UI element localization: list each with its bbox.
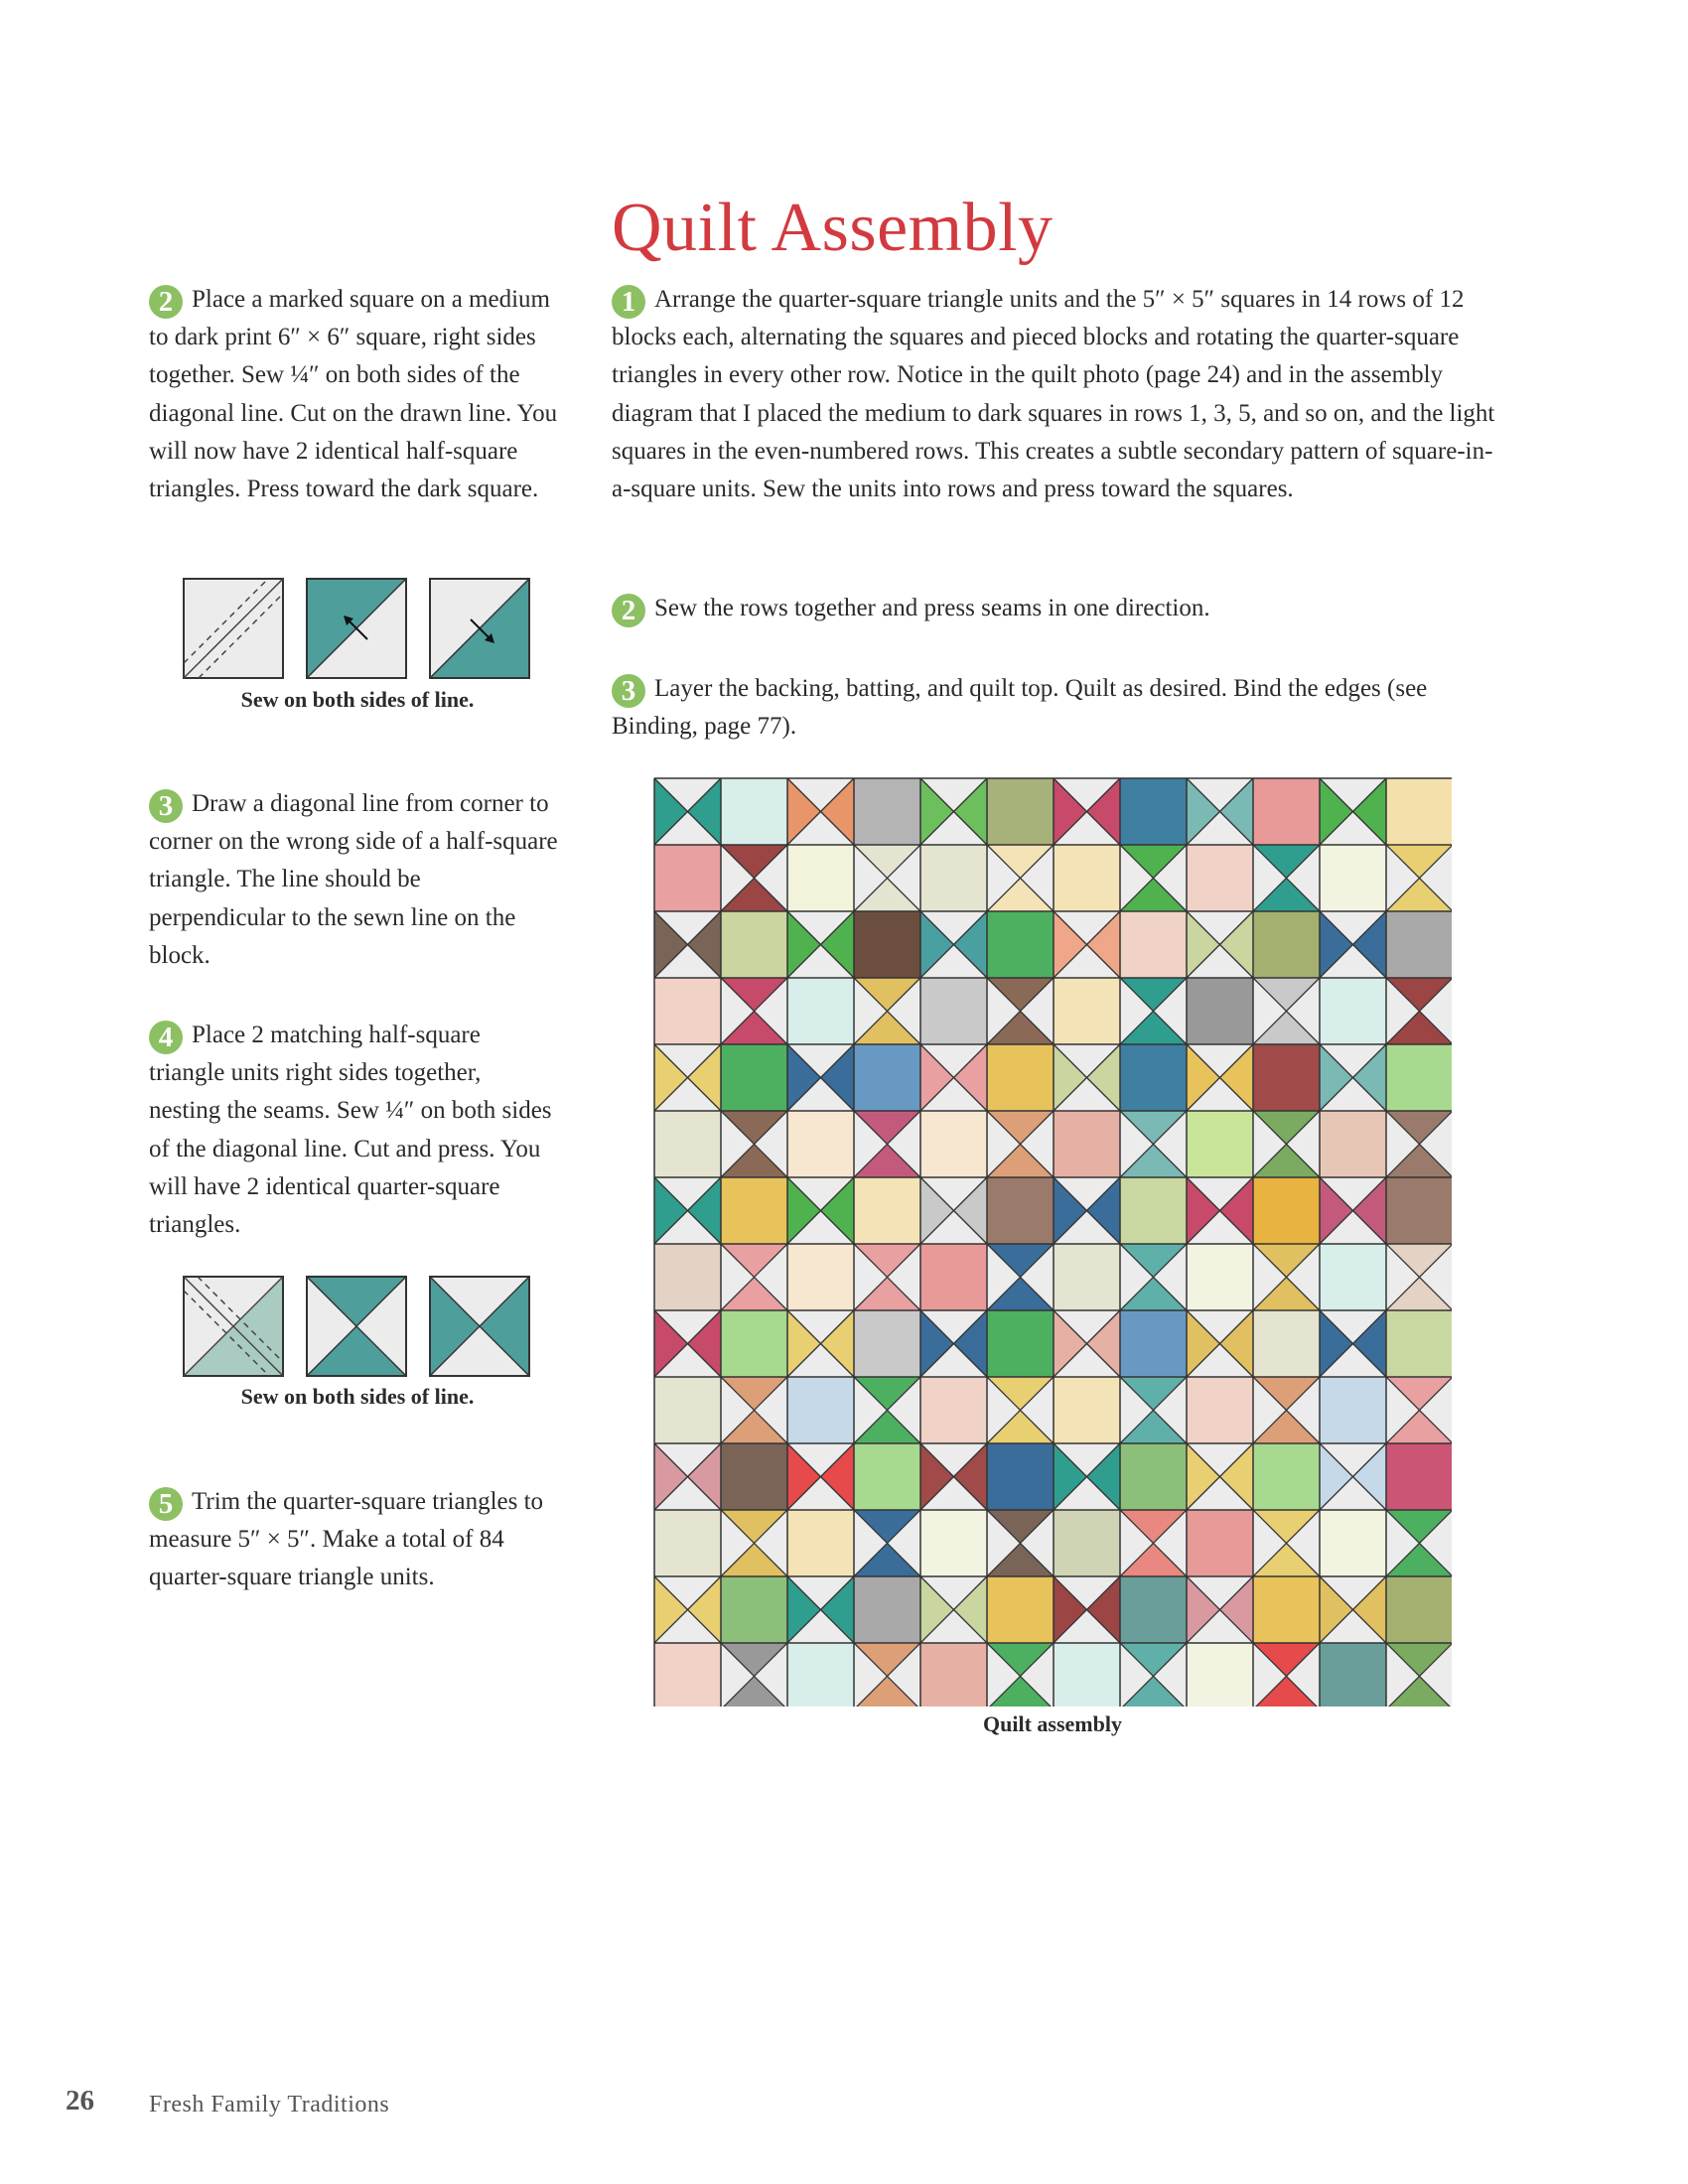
quilt-square [920, 1643, 987, 1706]
step-1-right [612, 281, 1495, 508]
quilt-square [787, 1510, 854, 1576]
quilt-square [1320, 1643, 1386, 1706]
quilt-quarter-square-triangle [721, 1244, 787, 1310]
quilt-quarter-square-triangle [1253, 1244, 1320, 1310]
quilt-square [1054, 978, 1120, 1044]
qst-caption: Sew on both sides of line. [240, 1384, 475, 1409]
quilt-square [1187, 845, 1253, 911]
quilt-quarter-square-triangle [721, 1111, 787, 1177]
quilt-square [1253, 1044, 1320, 1111]
quilt-square [721, 1576, 787, 1643]
quilt-quarter-square-triangle [1253, 1510, 1320, 1576]
step-3-right [612, 670, 1495, 746]
quilt-quarter-square-triangle [854, 978, 920, 1044]
half-square-triangle-unit [430, 579, 529, 678]
quilt-quarter-square-triangle [987, 1510, 1054, 1576]
quilt-square [1386, 1044, 1452, 1111]
quilt-square [1320, 1244, 1386, 1310]
quarter-square-triangle-diagram [183, 1276, 530, 1377]
step-number-badge: 2 [149, 285, 183, 319]
quilt-quarter-square-triangle [854, 845, 920, 911]
quilt-quarter-square-triangle [654, 911, 721, 978]
quilt-quarter-square-triangle [1054, 1576, 1120, 1643]
quilt-quarter-square-triangle [1386, 1244, 1452, 1310]
quilt-square [1054, 1643, 1120, 1706]
half-square-triangle-diagram [183, 578, 530, 679]
quilt-quarter-square-triangle [654, 1044, 721, 1111]
quilt-square [987, 1177, 1054, 1244]
quilt-quarter-square-triangle [987, 978, 1054, 1044]
quilt-quarter-square-triangle [920, 1310, 987, 1377]
quilt-quarter-square-triangle [1320, 1576, 1386, 1643]
step-4-left [149, 1017, 558, 1244]
quilt-square [854, 1443, 920, 1510]
quilt-square [787, 1377, 854, 1443]
quilt-quarter-square-triangle [1320, 1310, 1386, 1377]
quilt-square [654, 1244, 721, 1310]
quilt-square [787, 1111, 854, 1177]
quilt-quarter-square-triangle [1120, 1643, 1187, 1706]
quilt-quarter-square-triangle [1253, 1111, 1320, 1177]
quilt-quarter-square-triangle [1320, 911, 1386, 978]
step-text: Sew the rows together and press seams in one direction. [654, 595, 1210, 621]
quilt-quarter-square-triangle [1120, 1244, 1187, 1310]
quilt-quarter-square-triangle [787, 1576, 854, 1643]
step-text: Layer the backing, batting, and quilt top. Quilt as desired. Bind the edges (see Binding, page 77). [612, 675, 1428, 741]
step-2-right [612, 590, 1495, 627]
quilt-quarter-square-triangle [1320, 1044, 1386, 1111]
quilt-square [1320, 1111, 1386, 1177]
quilt-square [1386, 1576, 1452, 1643]
quilt-quarter-square-triangle [854, 1111, 920, 1177]
page-title: Quilt Assembly [612, 190, 1054, 266]
quilt-quarter-square-triangle [1054, 1443, 1120, 1510]
quilt-square [654, 1510, 721, 1576]
half-square-triangle-unit [307, 579, 406, 678]
quilt-square [721, 1177, 787, 1244]
quilt-quarter-square-triangle [920, 1177, 987, 1244]
quilt-quarter-square-triangle [920, 911, 987, 978]
quilt-square [1253, 1443, 1320, 1510]
quilt-square [1120, 1443, 1187, 1510]
quarter-square-triangle-unit [307, 1277, 406, 1376]
quilt-quarter-square-triangle [1386, 1643, 1452, 1706]
quilt-quarter-square-triangle [654, 1310, 721, 1377]
quilt-square [654, 978, 721, 1044]
quilt-square [787, 845, 854, 911]
quilt-quarter-square-triangle [787, 1443, 854, 1510]
quilt-quarter-square-triangle [987, 1377, 1054, 1443]
quilt-square [987, 1044, 1054, 1111]
quilt-square [1320, 1377, 1386, 1443]
quilt-quarter-square-triangle [654, 1443, 721, 1510]
quilt-quarter-square-triangle [1253, 845, 1320, 911]
quilt-quarter-square-triangle [1120, 1510, 1187, 1576]
quilt-square [1187, 1244, 1253, 1310]
quilt-square [854, 911, 920, 978]
quilt-square [1187, 1643, 1253, 1706]
quilt-quarter-square-triangle [1054, 911, 1120, 978]
quilt-square [1120, 778, 1187, 845]
quilt-square [787, 1643, 854, 1706]
quilt-quarter-square-triangle [1054, 1044, 1120, 1111]
quilt-square [854, 778, 920, 845]
quilt-quarter-square-triangle [854, 1244, 920, 1310]
quilt-square [1386, 911, 1452, 978]
quilt-square [1120, 1177, 1187, 1244]
step-number-badge: 3 [149, 789, 183, 823]
quilt-quarter-square-triangle [1054, 1177, 1120, 1244]
quilt-quarter-square-triangle [987, 1643, 1054, 1706]
quilt-square [920, 1510, 987, 1576]
quilt-quarter-square-triangle [1253, 1643, 1320, 1706]
quilt-quarter-square-triangle [1187, 778, 1253, 845]
quilt-square [721, 1310, 787, 1377]
quilt-quarter-square-triangle [1320, 1443, 1386, 1510]
quilt-quarter-square-triangle [1120, 845, 1187, 911]
quilt-square [920, 1377, 987, 1443]
quilt-square [920, 978, 987, 1044]
quilt-square [987, 778, 1054, 845]
quilt-quarter-square-triangle [1320, 1177, 1386, 1244]
quilt-quarter-square-triangle [987, 845, 1054, 911]
quilt-quarter-square-triangle [1187, 1443, 1253, 1510]
step-number-badge: 2 [612, 594, 645, 627]
quilt-square [854, 1044, 920, 1111]
quilt-square [1187, 1510, 1253, 1576]
quilt-square [1386, 1443, 1452, 1510]
quilt-quarter-square-triangle [920, 1443, 987, 1510]
quilt-assembly-diagram [653, 777, 1452, 1706]
step-number-badge: 1 [612, 285, 645, 319]
quilt-quarter-square-triangle [1386, 1377, 1452, 1443]
quilt-quarter-square-triangle [721, 1510, 787, 1576]
quilt-quarter-square-triangle [854, 1643, 920, 1706]
quilt-square [1120, 1044, 1187, 1111]
quilt-square [1187, 1111, 1253, 1177]
step-3-left [149, 785, 558, 975]
quilt-square [1253, 778, 1320, 845]
quilt-quarter-square-triangle [654, 778, 721, 845]
quilt-quarter-square-triangle [854, 1377, 920, 1443]
quilt-quarter-square-triangle [1253, 1377, 1320, 1443]
quilt-quarter-square-triangle [987, 1244, 1054, 1310]
quilt-square [987, 1443, 1054, 1510]
quilt-quarter-square-triangle [920, 778, 987, 845]
quilt-quarter-square-triangle [1120, 1111, 1187, 1177]
step-text: Draw a diagonal line from corner to corner on the wrong side of a half-square triangle. The line should be perpendicular to the sewn line on the block. [149, 790, 558, 969]
quilt-quarter-square-triangle [1187, 1044, 1253, 1111]
quilt-square [654, 845, 721, 911]
quilt-quarter-square-triangle [1386, 978, 1452, 1044]
quilt-square [1253, 1576, 1320, 1643]
quilt-quarter-square-triangle [721, 845, 787, 911]
quilt-square [721, 778, 787, 845]
quilt-square [721, 1443, 787, 1510]
quilt-quarter-square-triangle [1054, 778, 1120, 845]
quilt-square [920, 845, 987, 911]
quilt-quarter-square-triangle [1187, 1576, 1253, 1643]
quilt-square [1386, 778, 1452, 845]
quilt-square [654, 1643, 721, 1706]
page-number: 26 [66, 2085, 94, 2116]
quilt-square [1054, 1111, 1120, 1177]
quilt-square [1386, 1310, 1452, 1377]
quilt-square [787, 1244, 854, 1310]
quilt-quarter-square-triangle [987, 1111, 1054, 1177]
quilt-square [920, 1111, 987, 1177]
quilt-caption: Quilt assembly [983, 1711, 1122, 1736]
quilt-quarter-square-triangle [920, 1576, 987, 1643]
quilt-square [1054, 1244, 1120, 1310]
step-text: Place 2 matching half-square triangle units right sides together, nesting the seams. Sew ¼″ on both sides of the diagonal line. Cut and press. You will have 2 identical quarter-square triangles. [149, 1022, 552, 1239]
quilt-quarter-square-triangle [787, 911, 854, 978]
quilt-square [854, 1177, 920, 1244]
quilt-quarter-square-triangle [1120, 978, 1187, 1044]
quilt-square [1253, 1310, 1320, 1377]
quilt-square [1253, 1177, 1320, 1244]
quilt-square [1320, 978, 1386, 1044]
quilt-square [1120, 911, 1187, 978]
quarter-square-triangle-unit [430, 1277, 529, 1376]
step-text: Place a marked square on a medium to dark print 6″ × 6″ square, right sides together. Sew ¼″ on both sides of the diagonal line. Cut on the drawn line. You will now have 2 identical half-square triangles. Press toward the dark square. [149, 286, 558, 503]
quilt-square [1187, 978, 1253, 1044]
step-2-left [149, 281, 558, 508]
quilt-square [987, 1310, 1054, 1377]
quilt-square [721, 911, 787, 978]
quilt-square [1386, 1177, 1452, 1244]
quilt-square [721, 1044, 787, 1111]
quilt-quarter-square-triangle [654, 1576, 721, 1643]
quilt-square [987, 1576, 1054, 1643]
quilt-square [1120, 1576, 1187, 1643]
quilt-quarter-square-triangle [721, 1377, 787, 1443]
quilt-square [854, 1310, 920, 1377]
quilt-quarter-square-triangle [854, 1510, 920, 1576]
quilt-square [1054, 1510, 1120, 1576]
quilt-quarter-square-triangle [1386, 1510, 1452, 1576]
quilt-square [1320, 1510, 1386, 1576]
quilt-quarter-square-triangle [1054, 1310, 1120, 1377]
quilt-quarter-square-triangle [1187, 1177, 1253, 1244]
quilt-quarter-square-triangle [787, 778, 854, 845]
quilt-quarter-square-triangle [1253, 978, 1320, 1044]
quilt-square [654, 1111, 721, 1177]
quilt-quarter-square-triangle [787, 1177, 854, 1244]
step-text: Arrange the quarter-square triangle units and the 5″ × 5″ squares in 14 rows of 12 blocks each, alternating the squares and pieced blocks and rotating the quarter-square triangles in every other row. Notice in the quilt photo (page 24) and in the assembly diagram that I placed the medium to dark squares in rows 1, 3, 5, and so on, and the light squares in the even-numbered rows. This creates a subtle secondary pattern of square-in-a-square units. Sew the units into rows and press toward the squares. [612, 286, 1495, 503]
quilt-quarter-square-triangle [920, 1044, 987, 1111]
quilt-square [920, 1244, 987, 1310]
quilt-quarter-square-triangle [721, 1643, 787, 1706]
quilt-square [854, 1576, 920, 1643]
quilt-square [1187, 1377, 1253, 1443]
quilt-square [1120, 1310, 1187, 1377]
quilt-quarter-square-triangle [1187, 911, 1253, 978]
quilt-quarter-square-triangle [787, 1310, 854, 1377]
step-number-badge: 5 [149, 1487, 183, 1521]
quilt-square [1253, 911, 1320, 978]
quilt-quarter-square-triangle [654, 1177, 721, 1244]
marked-square [184, 579, 283, 678]
quilt-quarter-square-triangle [787, 1044, 854, 1111]
quilt-square [987, 911, 1054, 978]
marked-half-square-triangle [184, 1277, 283, 1376]
step-number-badge: 3 [612, 674, 645, 708]
hst-caption: Sew on both sides of line. [240, 687, 475, 712]
quilt-square [1320, 845, 1386, 911]
quilt-square [1054, 1377, 1120, 1443]
quilt-square [1054, 845, 1120, 911]
quilt-square [787, 978, 854, 1044]
quilt-quarter-square-triangle [1320, 778, 1386, 845]
quilt-quarter-square-triangle [721, 978, 787, 1044]
quilt-quarter-square-triangle [1386, 1111, 1452, 1177]
step-5-left [149, 1483, 558, 1597]
quilt-quarter-square-triangle [1187, 1310, 1253, 1377]
quilt-square [654, 1377, 721, 1443]
step-text: Trim the quarter-square triangles to measure 5″ × 5″. Make a total of 84 quarter-square triangle units. [149, 1488, 544, 1591]
book-title: Fresh Family Traditions [149, 2092, 390, 2117]
step-number-badge: 4 [149, 1021, 183, 1054]
quilt-quarter-square-triangle [1120, 1377, 1187, 1443]
quilt-quarter-square-triangle [1386, 845, 1452, 911]
